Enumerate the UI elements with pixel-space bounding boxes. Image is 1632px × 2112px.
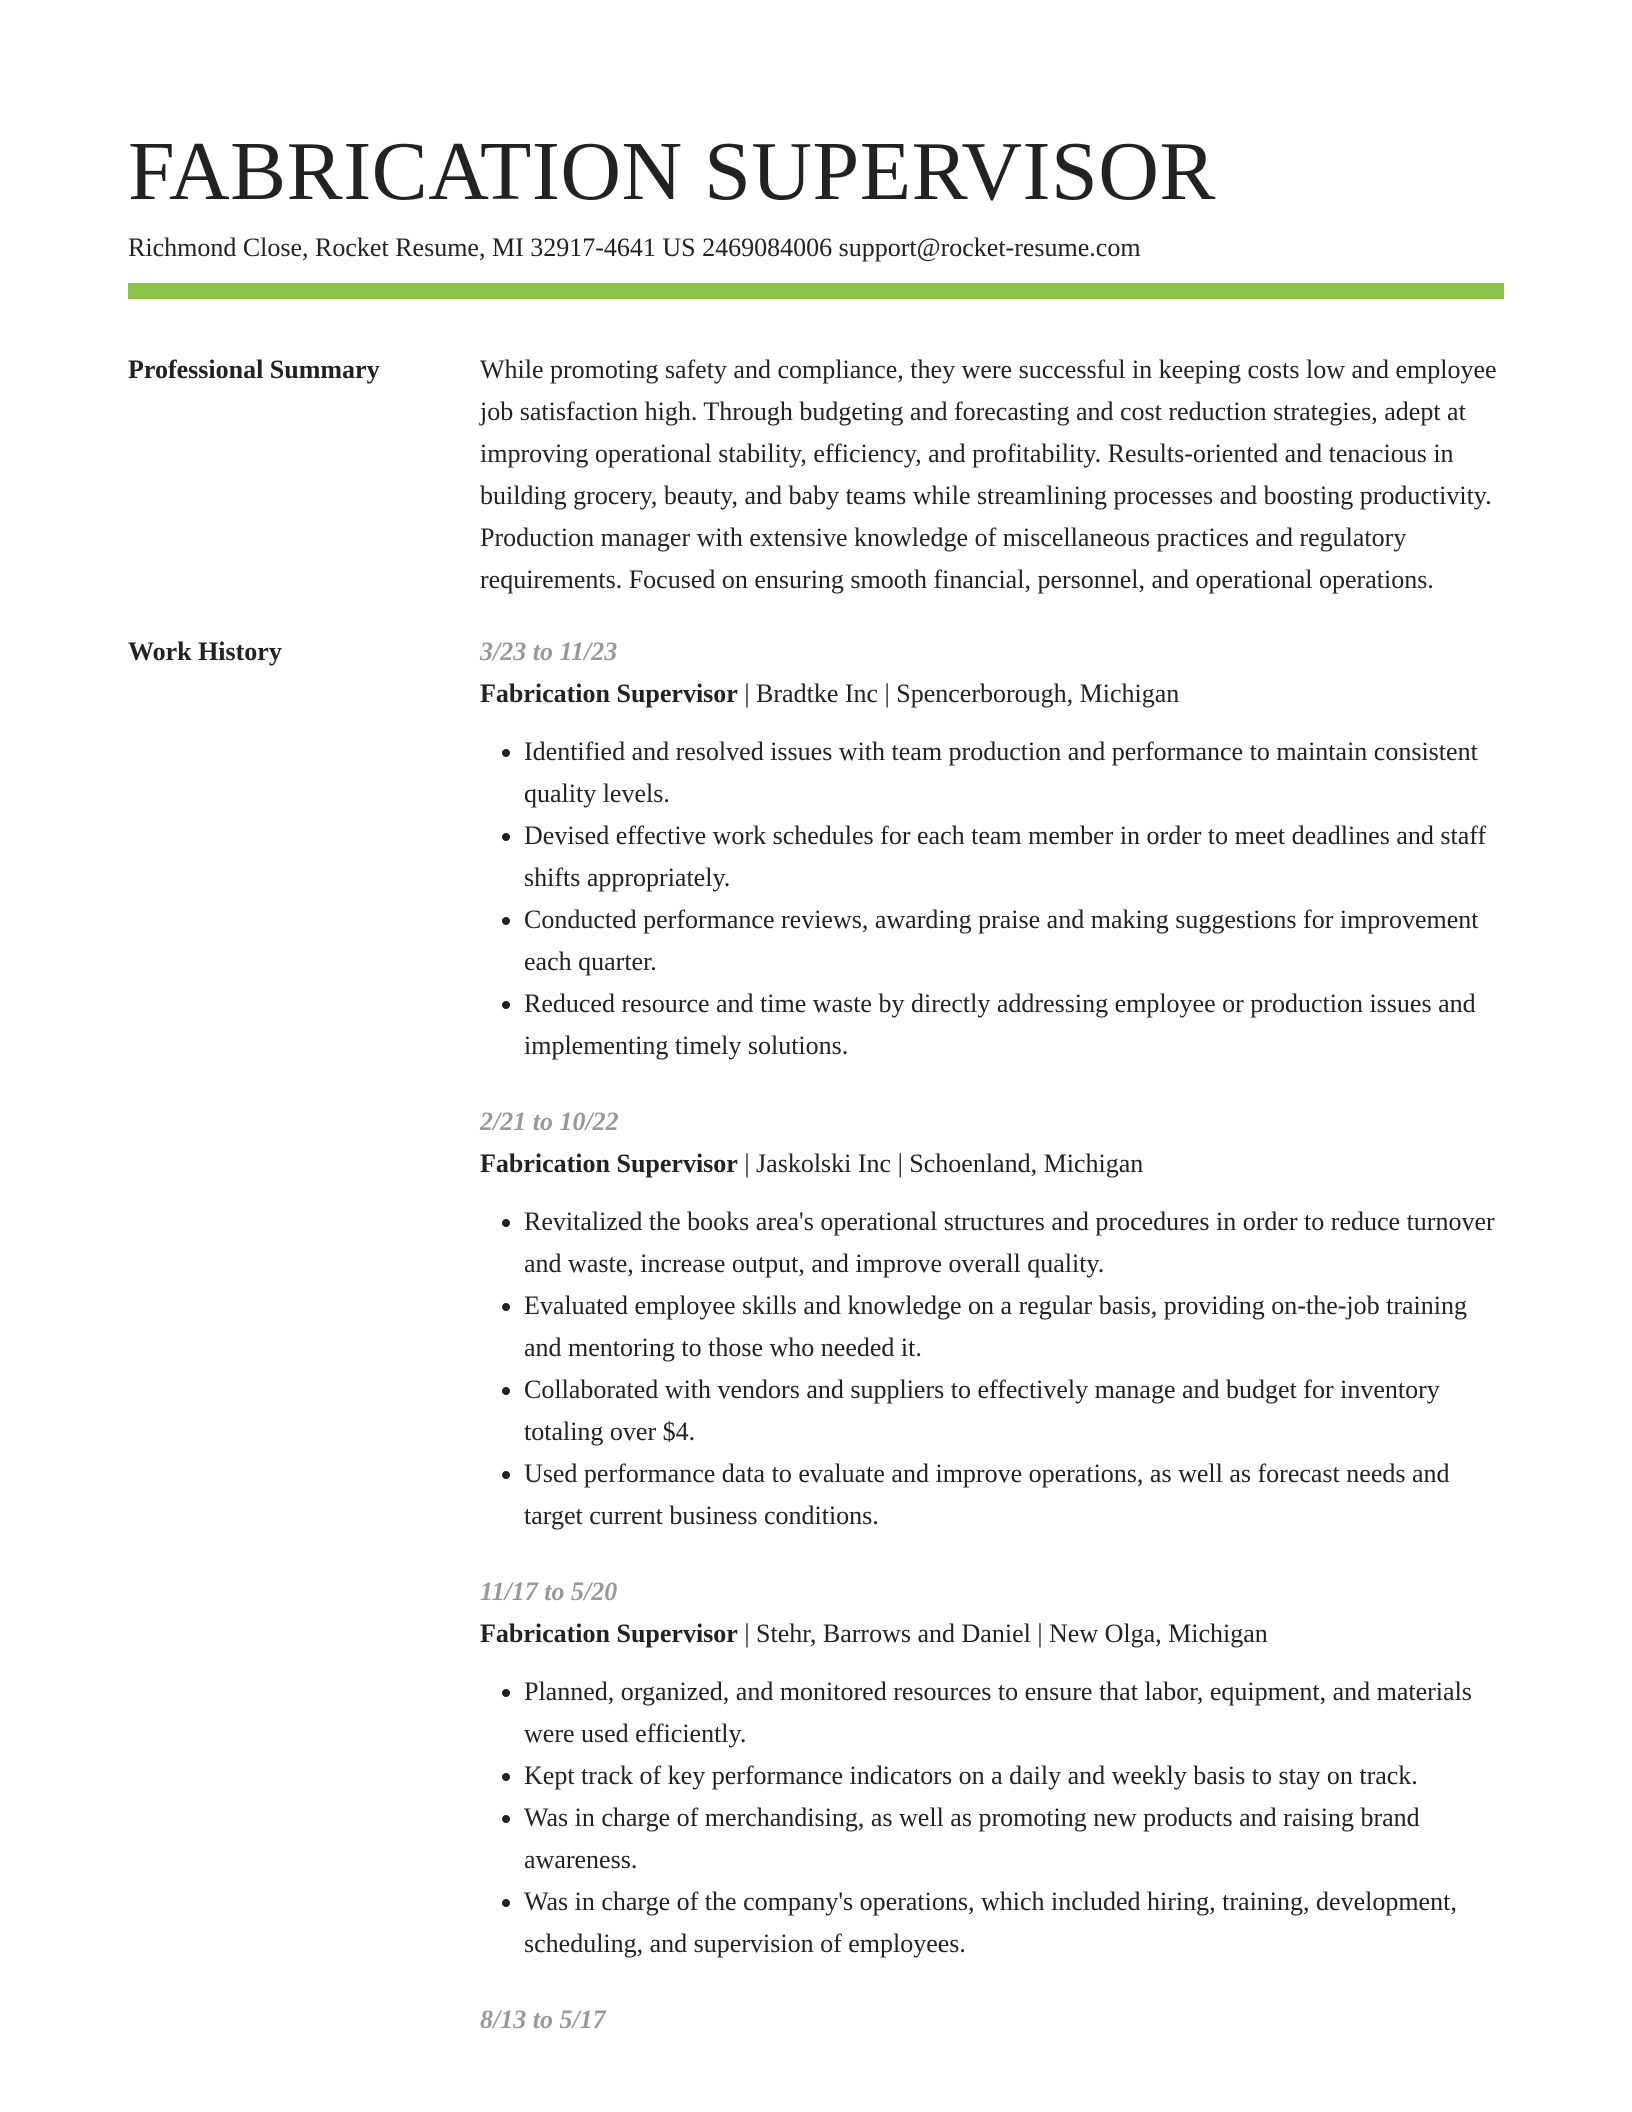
- job-title-line: [480, 1143, 1504, 1185]
- job-entry: [480, 631, 1504, 1067]
- contact-line: Richmond Close, Rocket Resume, MI 32917-4641 US 2469084006 support@rocket-resume.com: [128, 233, 1141, 262]
- job-title: Fabrication Supervisor: [480, 1149, 738, 1178]
- job-bullet: • Reduced resource and time waste by directly addressing employee or production issues and implementing timely solutions.: [524, 983, 1504, 1067]
- accent-divider: [128, 283, 1504, 299]
- resume-title: FABRICATION SUPERVISOR: [128, 125, 1216, 218]
- job-bullet: • Was in charge of the company's operations, which included hiring, training, development, scheduling, and supervision of employees.: [524, 1881, 1504, 1965]
- work-history-heading: Work History: [128, 637, 282, 666]
- summary-section: [128, 349, 1504, 601]
- job-bullet: • Revitalized the books area's operational structures and procedures in order to reduce turnover and waste, increase output, and improve overall quality.: [524, 1201, 1504, 1285]
- job-bullets: [480, 731, 1504, 1067]
- work-history-body: [480, 631, 1504, 2075]
- job-dates: 3/23 to 11/23: [480, 637, 618, 666]
- job-title: Fabrication Supervisor: [480, 679, 738, 708]
- job-dates: 11/17 to 5/20: [480, 1577, 618, 1606]
- summary-heading: Professional Summary: [128, 355, 380, 384]
- job-dates: 8/13 to 5/17: [480, 2005, 606, 2034]
- resume-page: [128, 0, 1504, 2075]
- summary-text: While promoting safety and compliance, they were successful in keeping costs low and employee job satisfaction high. Through budgeting and forecasting and cost reduction strategies, adept at improving operational stability, efficiency, and profitability. Results-oriented and tenacious in building grocery, beauty, and baby teams while streamlining processes and boosting productivity. Production manager with extensive knowledge of miscellaneous practices and regulatory requirements. Focused on ensuring smooth financial, personnel, and operational operations.: [480, 355, 1497, 594]
- job-bullet: • Planned, organized, and monitored resources to ensure that labor, equipment, and materials were used efficiently.: [524, 1671, 1504, 1755]
- job-bullet: • Evaluated employee skills and knowledge on a regular basis, providing on-the-job training and mentoring to those who needed it.: [524, 1285, 1504, 1369]
- job-bullet: • Was in charge of merchandising, as well as promoting new products and raising brand awareness.: [524, 1797, 1504, 1881]
- job-entry: [480, 1571, 1504, 1965]
- job-bullet: • Kept track of key performance indicators on a daily and weekly basis to stay on track.: [524, 1755, 1504, 1797]
- job-bullet: • Devised effective work schedules for each team member in order to meet deadlines and staff shifts appropriately.: [524, 815, 1504, 899]
- job-details: | Stehr, Barrows and Daniel | New Olga, Michigan: [737, 1619, 1268, 1648]
- job-bullets: [480, 1671, 1504, 1965]
- job-bullet: • Collaborated with vendors and suppliers to effectively manage and budget for inventory totaling over $4.: [524, 1369, 1504, 1453]
- job-details: | Bradtke Inc | Spencerborough, Michigan: [737, 679, 1180, 708]
- job-title-line: [480, 1613, 1504, 1655]
- job-bullet: • Used performance data to evaluate and improve operations, as well as forecast needs and target current business conditions.: [524, 1453, 1504, 1537]
- job-title: Fabrication Supervisor: [480, 1619, 738, 1648]
- job-dates: 2/21 to 10/22: [480, 1107, 619, 1136]
- job-bullet: • Identified and resolved issues with team production and performance to maintain consistent quality levels.: [524, 731, 1504, 815]
- job-entry: [480, 1999, 1504, 2041]
- job-title-line: [480, 673, 1504, 715]
- work-history-section: [128, 631, 1504, 2075]
- summary-body: [480, 349, 1504, 601]
- job-details: | Jaskolski Inc | Schoenland, Michigan: [737, 1149, 1144, 1178]
- job-bullets: [480, 1201, 1504, 1537]
- job-entry: [480, 1101, 1504, 1537]
- job-bullet: • Conducted performance reviews, awarding praise and making suggestions for improvement each quarter.: [524, 899, 1504, 983]
